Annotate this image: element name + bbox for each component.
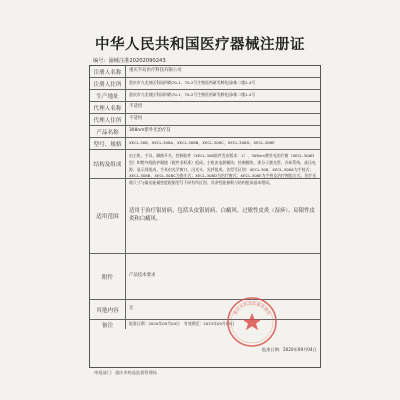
row-value: 批准日期：2020年09月04日 有效期至：2025年09月03日	[129, 321, 235, 327]
row-label: 生产地址	[90, 90, 126, 102]
registration-number: 编号：渝械注准20202090243	[93, 58, 166, 64]
row-label: 附件	[90, 254, 126, 300]
row-value: 产品技术要求	[126, 254, 320, 300]
row-value: 不适用	[126, 102, 320, 114]
row-value: 不适用	[126, 114, 320, 126]
row-label: 代理人名称	[90, 102, 126, 114]
certificate-table	[89, 65, 321, 368]
issuing-authority: 审批部门：重庆市药品监督管理局	[94, 370, 157, 375]
row-label: 注册人住所	[90, 78, 126, 90]
row-value: 308nm紫外光治疗仪	[126, 126, 320, 138]
row-label: 适用范围	[90, 179, 126, 254]
svg-text:重庆市药品监督管理局: 重庆市药品监督管理局	[232, 300, 272, 316]
row-value: 重庆市九龙坡区科园四路70-1、70-2号生物医药研发孵化园I栋二楼2-4号	[126, 90, 320, 102]
row-label: 注册人名称	[90, 66, 126, 78]
row-label: 产品名称	[90, 126, 126, 138]
row-label: 结构及组成	[90, 150, 126, 179]
issue-date: 批准日期：2020年09月04日	[262, 347, 317, 352]
row-value: XECL-308、XECL-308A、XECL-308B、XECL-308C、XECL-308D、XECL-308E	[126, 138, 320, 150]
official-seal-icon	[226, 296, 278, 348]
row-label: 其他内容	[90, 300, 126, 320]
row-value: 无	[126, 300, 320, 320]
row-label: 代理人住所	[90, 114, 126, 126]
row-value: 由主机、手具、脚踏开关、控制软件（XECL-308软件发布版本：1）、308nm紫外光治疗窗（XECL-308D型）和紫外线防护眼镜（配件非标准）组成。主机由电源模块、控制模块、准分子激光管、冷却系统、高压电源、显示屏组成。手具由光学窗口、出光头、光纤组成。各型号区别：XECL-308、XECL-308A为手持式；XECL-308B、XECL-308C为推车式；XECL-308D为治疗窗式；XECL-308E为手持及治疗窗组合式。治疗光斑尺寸与输出能量密度根据型号不同有所区别，其余性能参数与结构组成基本相同。	[126, 150, 320, 179]
row-value: 重庆市九龙坡区科园四路70-1、70-2号生物医药研发孵化园I栋二楼2-4号	[126, 78, 320, 90]
row-value: 重庆半岛医疗科技有限公司	[126, 66, 320, 78]
document-title: 中华人民共和国医疗器械注册证	[95, 36, 305, 53]
row-label: 备注	[90, 320, 126, 329]
row-label: 型号、规格	[90, 138, 126, 150]
row-value: 适用于治疗银屑病、包括头皮银屑病、白癜风、过敏性皮炎（湿疹）、局限性皮炎和白癜风。	[126, 179, 320, 254]
